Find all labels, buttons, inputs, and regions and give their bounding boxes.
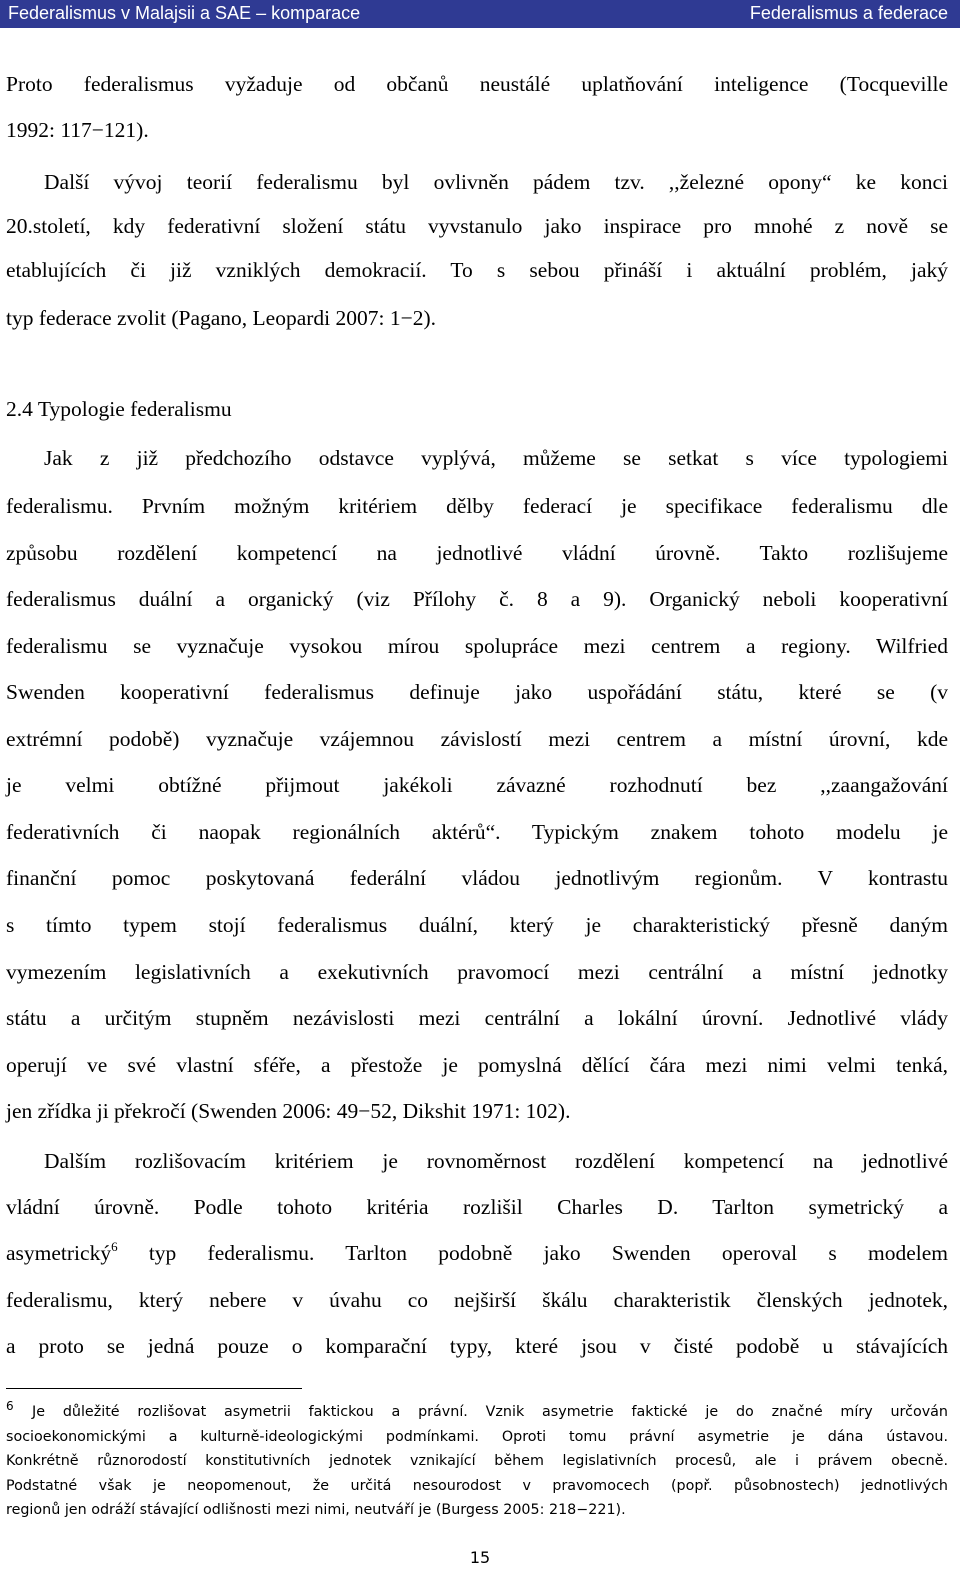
- paragraph-line: [6, 1241, 948, 1266]
- paragraph-line: Další vývoj teorií federalismu byl ovlivněn pádem tzv. ,,železné opony“ ke konci: [44, 170, 948, 194]
- page-number: 15: [469, 1548, 491, 1567]
- text-run: typ federalismu. Tarlton podobně jako Swenden operoval s modelem: [117, 1241, 948, 1265]
- paragraph-line: vymezením legislativních a exekutivních pravomocí mezi centrální a místní jednotky: [6, 960, 948, 984]
- paragraph-line: etablujících či již vzniklých demokracií. To s sebou přináší i aktuální problém, jaký: [6, 258, 948, 282]
- paragraph-line: 1992: 117−121).: [6, 118, 149, 142]
- paragraph-line: Jak z již předchozího odstavce vyplývá, můžeme se setkat s více typologiemi: [44, 446, 948, 470]
- paragraph-line: Proto federalismus vyžaduje od občanů neustálé uplatňování inteligence (Tocqueville: [6, 72, 948, 96]
- paragraph-line: je velmi obtížné přijmout jakékoli závazné rozhodnutí bez ,,zaangažování: [6, 773, 948, 797]
- header-right-title: Federalismus a federace: [749, 3, 948, 23]
- text-run: asymetrický: [6, 1241, 112, 1265]
- footnote-line: regionů jen odráží stávající odlišnosti mezi nimi, neutváří je (Burgess 2005: 218−221).: [6, 1502, 626, 1518]
- footnote-line: socioekonomickými a kulturně-ideologickými podmínkami. Oproti tomu právní asymetrie je dána ústavou.: [6, 1429, 948, 1445]
- footnote-line: Konkrétně různorodostí konstitutivních jednotek vznikající během legislativních procesů, ale i právem obecně.: [6, 1453, 948, 1469]
- paragraph-line: federativních či naopak regionálních aktérů“. Typickým znakem tohoto modelu je: [6, 820, 948, 844]
- footnote-reference: 6: [111, 1239, 118, 1254]
- footnote-separator: [6, 1388, 302, 1389]
- paragraph-line: typ federace zvolit (Pagano, Leopardi 2007: 1−2).: [6, 306, 437, 330]
- paragraph-line: federalismu se vyznačuje vysokou mírou spolupráce mezi centrem a regiony. Wilfried: [6, 634, 948, 658]
- section-heading: 2.4 Typologie federalismu: [6, 397, 232, 421]
- paragraph-line: federalismus duální a organický (viz Přílohy č. 8 a 9). Organický neboli kooperativní: [6, 587, 948, 611]
- footnote-line: Podstatné však je neopomenout, že určitá nesourodost v pravomocech (popř. působnostech) jednotlivých: [6, 1478, 948, 1494]
- paragraph-line: federalismu. Prvním možným kritériem dělby federací je specifikace federalismu dle: [6, 494, 948, 518]
- paragraph-line: vládní úrovně. Podle tohoto kritéria rozlišil Charles D. Tarlton symetrický a: [6, 1195, 948, 1219]
- paragraph-line: s tímto typem stojí federalismus duální, který je charakteristický přesně daným: [6, 913, 948, 937]
- paragraph-line: jen zřídka ji překročí (Swenden 2006: 49−52, Dikshit 1971: 102).: [6, 1099, 571, 1123]
- paragraph-line: Dalším rozlišovacím kritériem je rovnoměrnost rozdělení kompetencí na jednotlivé: [44, 1149, 948, 1173]
- paragraph-line: a proto se jedná pouze o komparační typy, které jsou v čisté podobě u stávajících: [6, 1334, 948, 1358]
- paragraph-line: extrémní podobě) vyznačuje vzájemnou závislostí mezi centrem a místní úrovní, kde: [6, 727, 948, 751]
- paragraph-line: federalismu, který nebere v úvahu co nejširší škálu charakteristik členských jednotek,: [6, 1288, 948, 1312]
- running-header: [0, 0, 960, 28]
- paragraph-line: 20.století, kdy federativní složení státu vyvstanulo jako inspirace pro mnohé z nově se: [6, 214, 948, 238]
- paragraph-line: způsobu rozdělení kompetencí na jednotlivé vládní úrovně. Takto rozlišujeme: [6, 541, 948, 565]
- header-left-title: Federalismus v Malajsii a SAE – komparace: [8, 3, 361, 23]
- footnote-number: 6: [6, 1399, 14, 1413]
- footnote-line: Je důležité rozlišovat asymetrii faktickou a právní. Vznik asymetrie faktické je do značné míry určován: [32, 1404, 948, 1420]
- paragraph-line: Swenden kooperativní federalismus definuje jako uspořádání státu, které se (v: [6, 680, 948, 704]
- paragraph-line: finanční pomoc poskytovaná federální vládou jednotlivým regionům. V kontrastu: [6, 866, 948, 890]
- paragraph-line: státu a určitým stupněm nezávislosti mezi centrální a lokální úrovní. Jednotlivé vlády: [6, 1006, 948, 1030]
- paragraph-line: operují ve své vlastní sféře, a přestože je pomyslná dělící čára mezi nimi velmi tenká,: [6, 1053, 948, 1077]
